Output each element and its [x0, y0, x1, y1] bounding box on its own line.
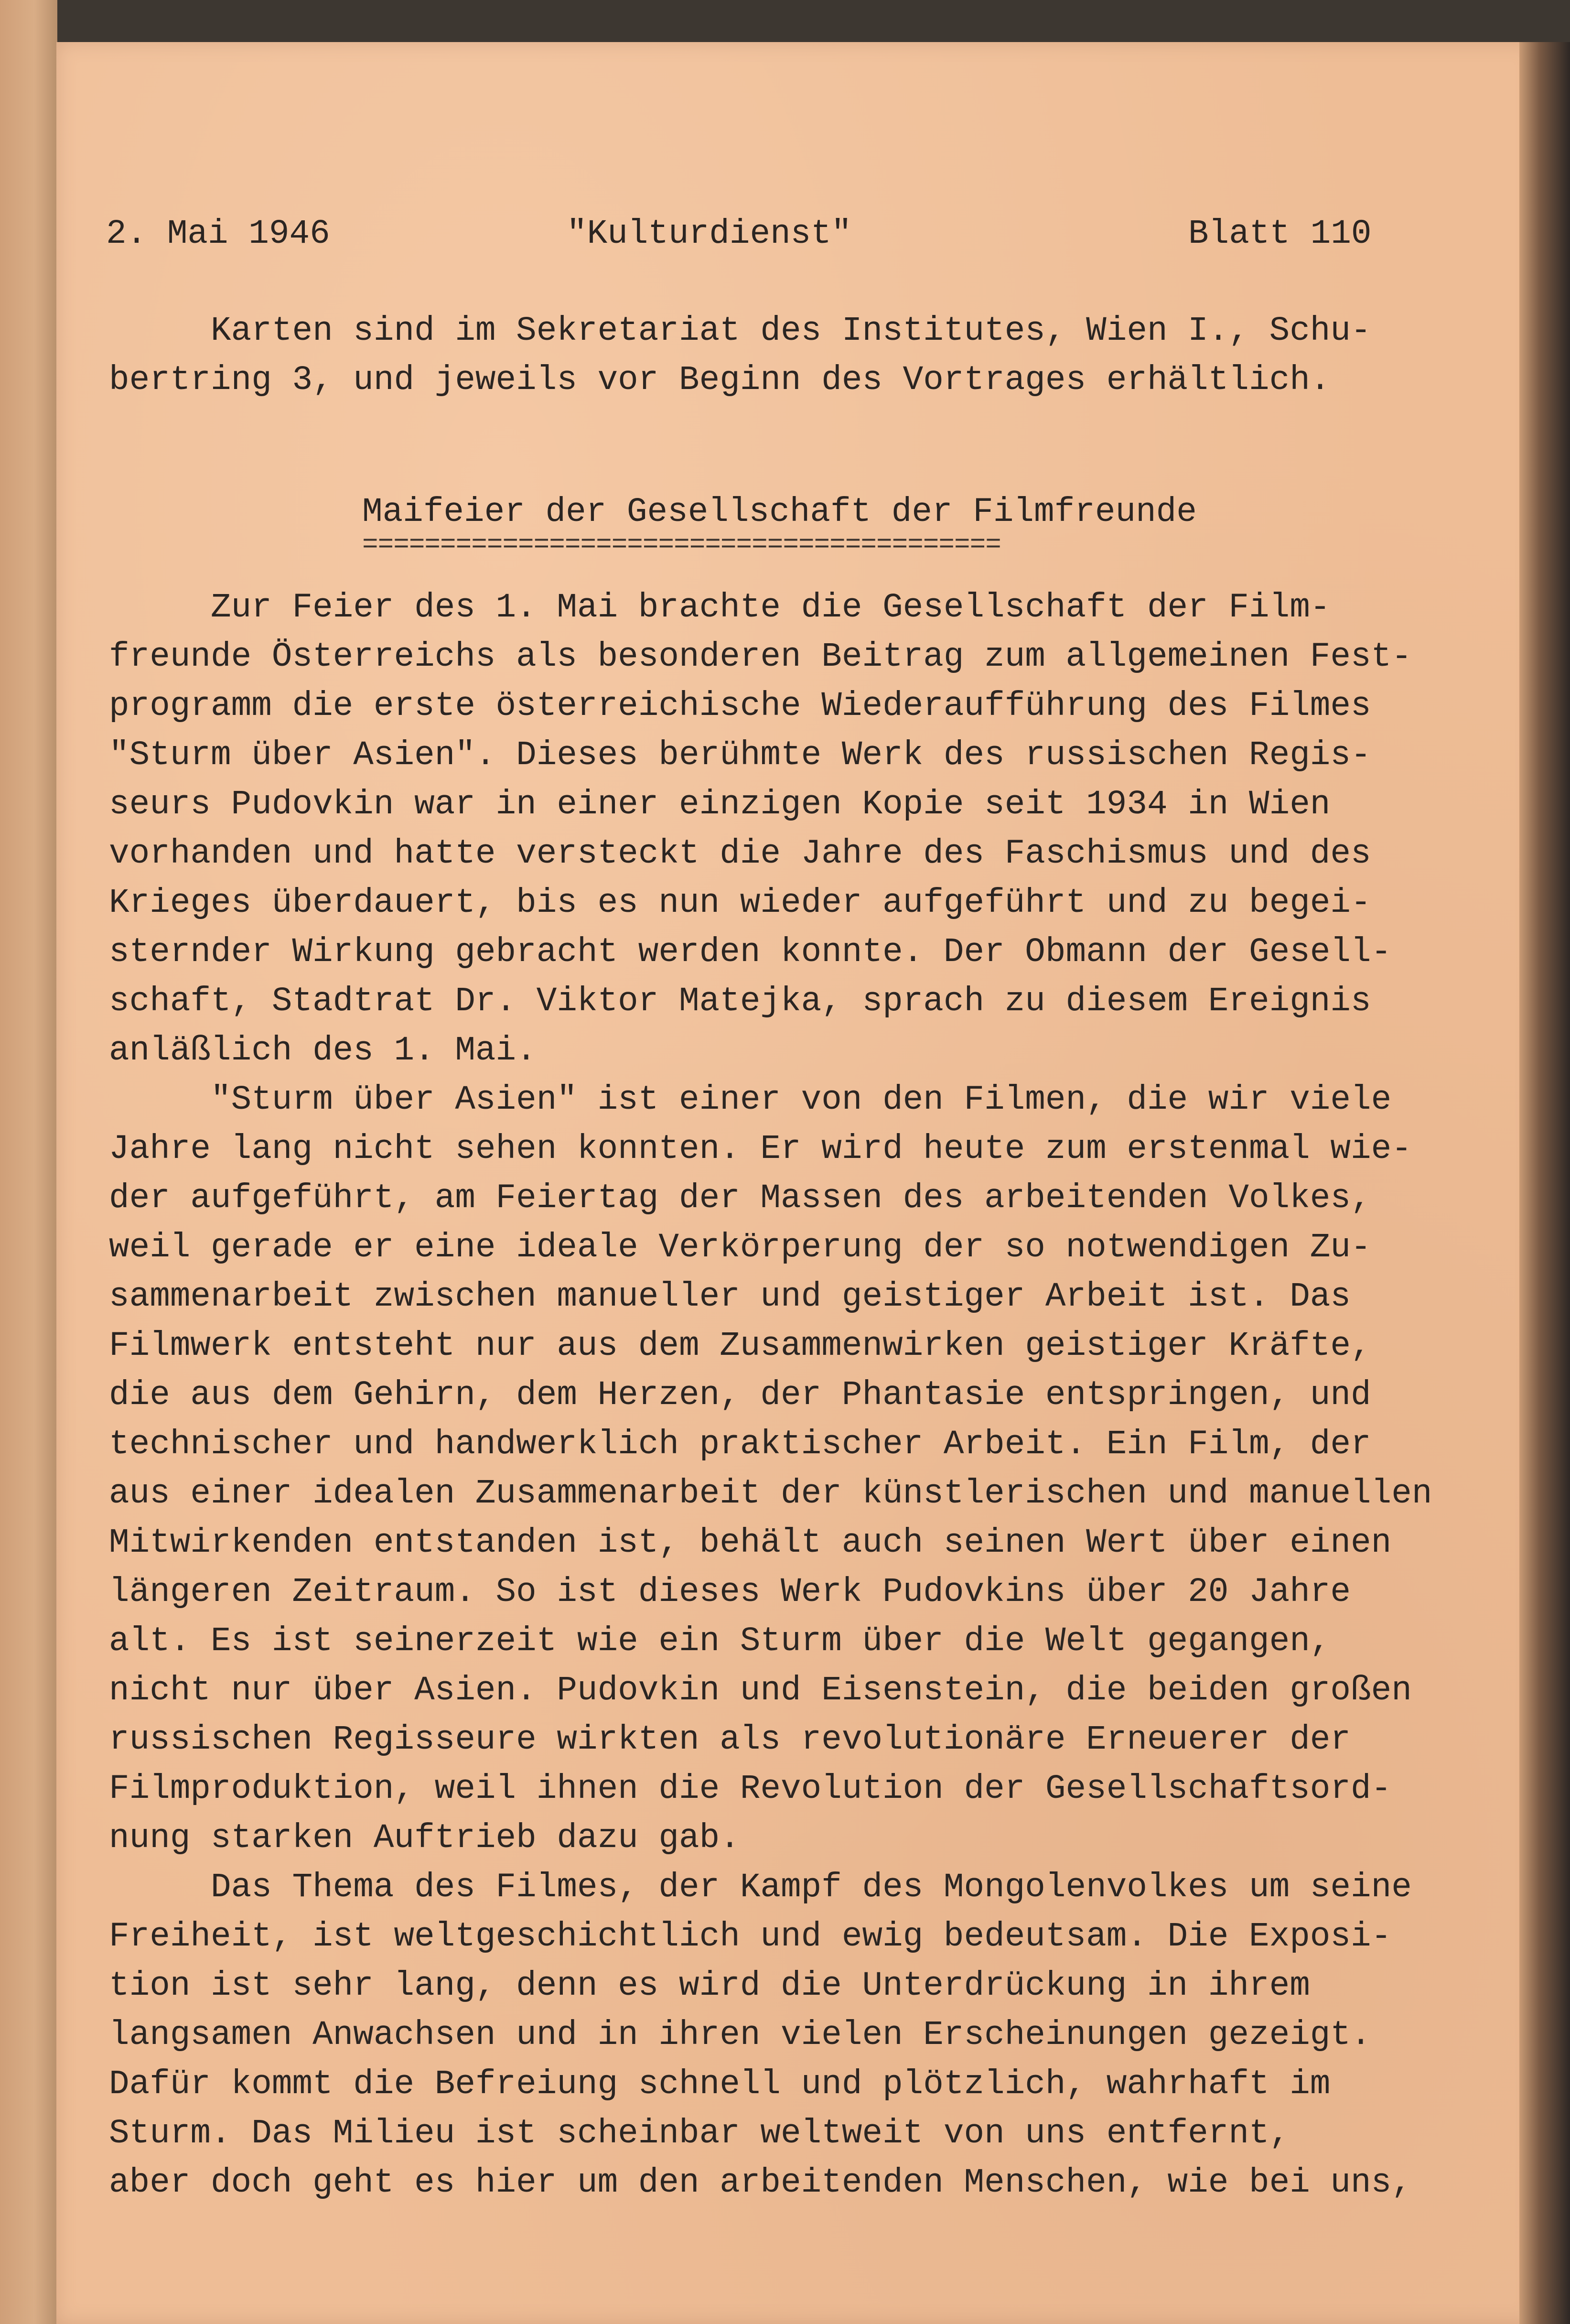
intro-line-2: bertring 3, und jeweils vor Beginn des Vortrages erhältlich. — [109, 361, 1331, 400]
body-line-20: Mitwirkenden entstanden ist, behält auch seinen Wert über einen — [109, 1524, 1392, 1562]
body-line-29: tion ist sehr lang, denn es wird die Unterdrückung in ihrem — [109, 1967, 1310, 2005]
body-line-25: Filmproduktion, weil ihnen die Revolution der Gesellschaftsord- — [109, 1770, 1392, 1808]
intro-line-1: Karten sind im Sekretariat des Institutes, Wien I., Schu- — [109, 312, 1371, 350]
body-line-1: Zur Feier des 1. Mai brachte die Gesellschaft der Film- — [109, 589, 1331, 627]
body-line-13: der aufgeführt, am Feiertag der Massen des arbeitenden Volkes, — [109, 1179, 1371, 1218]
body-line-21: längeren Zeitraum. So ist dieses Werk Pudovkins über 20 Jahre — [109, 1573, 1351, 1611]
body-line-12: Jahre lang nicht sehen konnten. Er wird heute zum erstenmal wie- — [109, 1130, 1412, 1168]
section-heading: Maifeier der Gesellschaft der Filmfreunde — [362, 493, 1197, 531]
body-line-8: sternder Wirkung gebracht werden konnte. Der Obmann der Gesell- — [109, 933, 1392, 972]
binding-edge — [0, 0, 57, 2324]
body-line-5: seurs Pudovkin war in einer einzigen Kopie seit 1934 in Wien — [109, 786, 1331, 824]
body-line-17: die aus dem Gehirn, dem Herzen, der Phantasie entspringen, und — [109, 1376, 1371, 1415]
body-line-6: vorhanden und hatte versteckt die Jahre des Faschismus und des — [109, 835, 1371, 873]
body-line-3: programm die erste österreichische Wiederaufführung des Filmes — [109, 687, 1371, 725]
body-line-16: Filmwerk entsteht nur aus dem Zusammenwirken geistiger Kräfte, — [109, 1327, 1371, 1365]
body-line-9: schaft, Stadtrat Dr. Viktor Matejka, sprach zu diesem Ereignis — [109, 983, 1371, 1021]
body-line-28: Freiheit, ist weltgeschichtlich und ewig bedeutsam. Die Exposi- — [109, 1918, 1392, 1956]
body-line-19: aus einer idealen Zusammenarbeit der künstlerischen und manuellen — [109, 1475, 1432, 1513]
body-line-11: "Sturm über Asien" ist einer von den Filmen, die wir viele — [109, 1081, 1392, 1119]
body-line-31: Dafür kommt die Befreiung schnell und plötzlich, wahrhaft im — [109, 2065, 1331, 2104]
body-line-15: sammenarbeit zwischen manueller und geistiger Arbeit ist. Das — [109, 1278, 1351, 1316]
header-date: 2. Mai 1946 — [106, 215, 330, 253]
body-line-33: aber doch geht es hier um den arbeitenden Menschen, wie bei uns, — [109, 2164, 1412, 2202]
body-line-22: alt. Es ist seinerzeit wie ein Sturm über die Welt gegangen, — [109, 1622, 1331, 1661]
body-line-30: langsamen Anwachsen und in ihren vielen Erscheinungen gezeigt. — [109, 2016, 1371, 2054]
body-line-14: weil gerade er eine ideale Verkörperung der so notwendigen Zu- — [109, 1229, 1371, 1267]
body-line-24: russischen Regisseure wirkten als revolutionäre Erneuerer der — [109, 1721, 1351, 1759]
header-sheet-number: Blatt 110 — [1188, 215, 1372, 253]
page-edge-shadow — [1519, 42, 1570, 2324]
body-line-7: Krieges überdauert, bis es nun wieder aufgeführt und zu begei- — [109, 884, 1371, 922]
heading-underline: ========================================= — [362, 530, 1001, 560]
body-line-32: Sturm. Das Milieu ist scheinbar weltweit von uns entfernt, — [109, 2115, 1290, 2153]
body-line-2: freunde Österreichs als besonderen Beitrag zum allgemeinen Fest- — [109, 638, 1412, 676]
body-line-18: technischer und handwerklich praktischer Arbeit. Ein Film, der — [109, 1426, 1371, 1464]
body-line-4: "Sturm über Asien". Dieses berühmte Werk des russischen Regis- — [109, 736, 1371, 775]
body-line-26: nung starken Auftrieb dazu gab. — [109, 1819, 740, 1858]
body-line-10: anläßlich des 1. Mai. — [109, 1032, 537, 1070]
header-publication: "Kulturdienst" — [567, 215, 852, 253]
body-line-27: Das Thema des Filmes, der Kampf des Mongolenvolkes um seine — [109, 1869, 1412, 1907]
body-line-23: nicht nur über Asien. Pudovkin und Eisenstein, die beiden großen — [109, 1672, 1412, 1710]
